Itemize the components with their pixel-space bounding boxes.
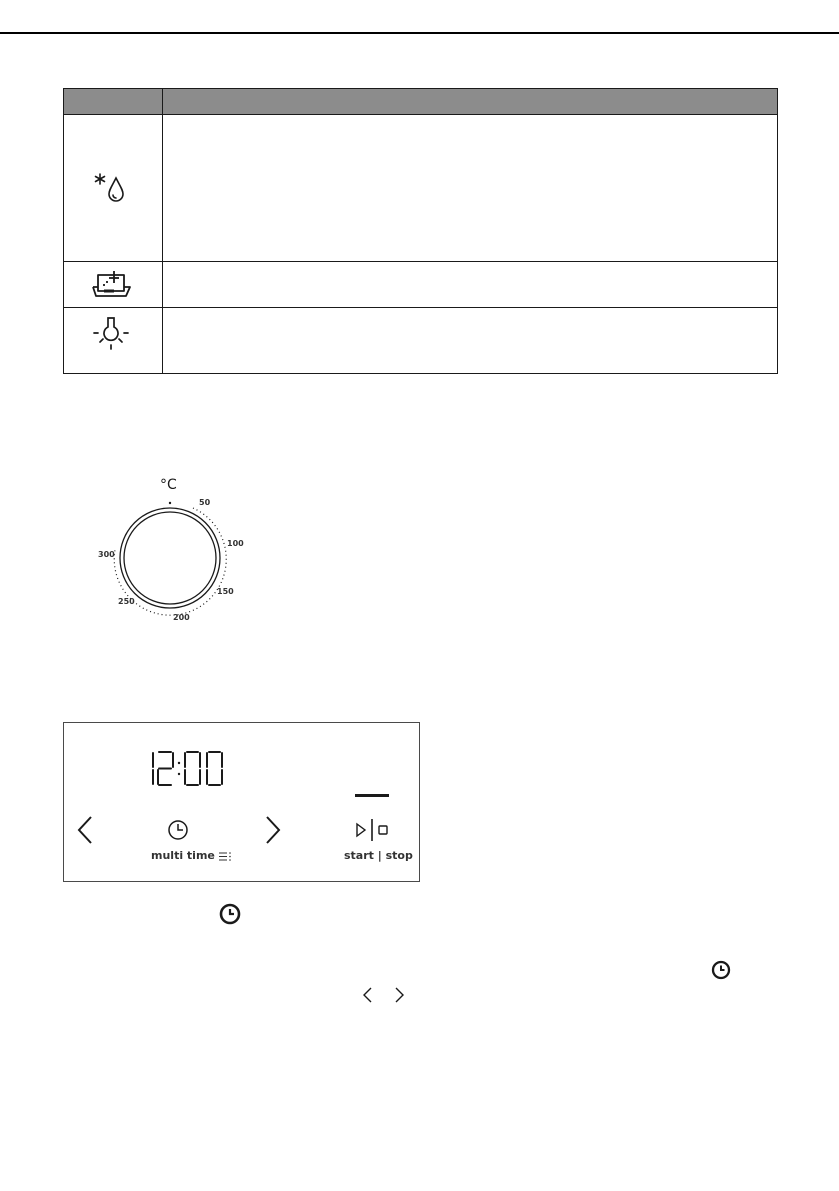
dial-outer-ring: [120, 508, 220, 608]
clock-icon: [711, 960, 731, 980]
table-column-divider: [162, 89, 163, 373]
symbol-table: [63, 88, 778, 374]
clock-icon: [219, 903, 241, 925]
header-rule: [0, 32, 839, 34]
start-stop-icon[interactable]: [355, 818, 391, 842]
scale-label-50: 50: [199, 498, 211, 507]
status-dash: [355, 794, 389, 797]
temperature-dial[interactable]: [90, 470, 260, 630]
scale-label-250: 250: [118, 597, 135, 606]
scale-label-150: 150: [217, 587, 234, 596]
chevron-right-icon[interactable]: [264, 815, 282, 845]
scale-label-300: 300: [98, 550, 115, 559]
menu-lines-icon: [219, 852, 233, 861]
dial-unit: °C: [160, 477, 177, 493]
time-display: [147, 751, 227, 787]
table-row-divider: [64, 261, 777, 262]
oven-light-icon: [92, 315, 130, 351]
multi-time-label: multi time: [151, 849, 215, 862]
multi-time-button[interactable]: [151, 849, 233, 862]
dial-knob: [124, 512, 216, 604]
table-header: [64, 89, 777, 115]
chevron-left-icon[interactable]: [76, 815, 94, 845]
clock-icon[interactable]: [167, 819, 189, 841]
scale-label-200: 200: [173, 613, 190, 622]
chevron-right-icon: [394, 986, 406, 1004]
control-panel: [63, 722, 420, 882]
table-row-divider: [64, 307, 777, 308]
start-stop-label[interactable]: start | stop: [344, 849, 413, 862]
drip-cooling-icon: [94, 173, 130, 203]
chevron-left-icon: [361, 986, 373, 1004]
scale-label-100: 100: [227, 539, 244, 548]
tray-cleaning-icon: [92, 269, 132, 299]
